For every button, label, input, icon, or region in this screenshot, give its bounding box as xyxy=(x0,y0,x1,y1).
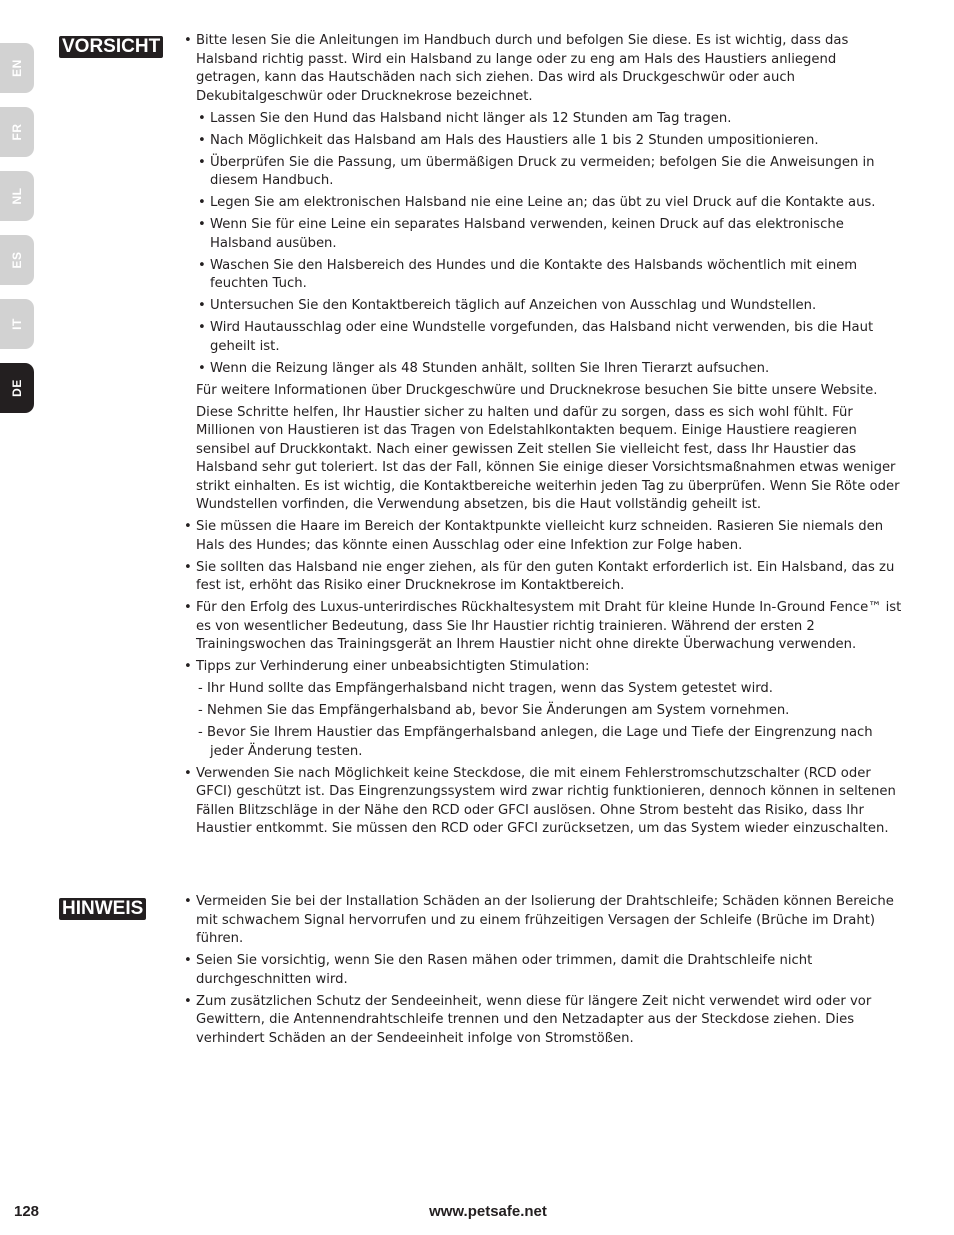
caution-paragraph: • Tipps zur Verhinderung einer unbeabsichtigten Stimulation: xyxy=(184,659,590,674)
page-number: 128 xyxy=(14,1203,40,1220)
language-tab-label: ES xyxy=(10,251,24,269)
language-tab-es xyxy=(0,235,34,285)
caution-paragraph: • Untersuchen Sie den Kontaktbereich täglich auf Anzeichen von Ausschlag und Wundstellen. xyxy=(198,298,817,313)
caution-label: VORSICHT xyxy=(59,36,163,58)
caution-paragraph: • Lassen Sie den Hund das Halsband nicht länger als 12 Stunden am Tag tragen. xyxy=(198,110,732,126)
caution-paragraph: • Überprüfen Sie die Passung, um übermäßigen Druck zu vermeiden; befolgen Sie die Anweisungen in diesem Handbuch. xyxy=(198,154,875,188)
caution-paragraph: - Nehmen Sie das Empfängerhalsband ab, bevor Sie Änderungen am System vornehmen. xyxy=(198,703,790,718)
caution-paragraph: • Waschen Sie den Halsbereich des Hundes und die Kontakte des Halsbands wöchentlich mit einem feuchten Tuch. xyxy=(198,257,858,291)
caution-paragraph: • Sie müssen die Haare im Bereich der Kontaktpunkte vielleicht kurz schneiden. Rasieren Sie niemals den Hals des Hundes; das könnte einen Ausschlag oder eine Infektion zur Folge haben. xyxy=(184,519,884,553)
caution-paragraph: • Wenn die Reizung länger als 48 Stunden anhält, sollten Sie Ihren Tierarzt aufsuchen. xyxy=(198,360,770,376)
footer-url: www.petsafe.net xyxy=(429,1203,547,1220)
caution-paragraph: Für weitere Informationen über Druckgeschwüre und Drucknekrose besuchen Sie bitte unsere Website. xyxy=(196,382,878,398)
notice-section xyxy=(184,893,904,1052)
caution-paragraph: • Wenn Sie für eine Leine ein separates Halsband verwenden, keinen Druck auf das elektronische Halsband ausüben. xyxy=(198,217,844,251)
caution-paragraph: - Bevor Sie Ihrem Haustier das Empfängerhalsband anlegen, die Lage und Tiefe der Eingrenzung nach jeder Änderung testen. xyxy=(198,725,873,759)
caution-paragraph: • Nach Möglichkeit das Halsband am Hals des Haustiers alle 1 bis 2 Stunden umpositionieren. xyxy=(198,132,819,148)
caution-paragraph: • Legen Sie am elektronischen Halsband nie eine Leine an; das übt zu viel Druck auf die Kontakte aus. xyxy=(198,195,876,210)
caution-paragraph: • Wird Hautausschlag oder eine Wundstelle vorgefunden, das Halsband nicht verwenden, bis die Haut geheilt ist. xyxy=(198,320,874,354)
caution-paragraph: • Sie sollten das Halsband nie enger ziehen, als für den guten Kontakt erforderlich ist. Ein Halsband, das zu fest ist, erhöht das Risiko einer Drucknekrose im Kontaktbereich. xyxy=(184,559,895,593)
caution-paragraph: Diese Schritte helfen, Ihr Haustier sicher zu halten und dafür zu sorgen, dass es sich wohl fühlt. Für Millionen von Haustieren ist das Tragen von Edelstahlkontakten bequem. Einige Haustiere reagieren sensibel auf Druckkontakt. Nach einer gewissen Zeit stellen Sie vielleicht fest, dass Ihr Haustier das Halsband sehr gut toleriert. Ist das der Fall, können Sie einige dieser Vorsichtsmaßnahmen etwas weniger strikt einhalten. Es ist wichtig, die Kontaktbereiche weiterhin jeden Tag zu überprüfen. Wenn Sie Röte oder Wundstellen vorfinden, die Verwendung absetzen, bis die Haut vollständig geheilt ist. xyxy=(196,404,900,512)
notice-paragraph: • Seien Sie vorsichtig, wenn Sie den Rasen mähen oder trimmen, damit die Drahtschleife nicht durchgeschnitten wird. xyxy=(184,953,813,987)
language-tabs xyxy=(0,43,34,427)
language-tab-label: DE xyxy=(10,379,24,397)
language-tab-de-active xyxy=(0,363,34,413)
language-tab-label: NL xyxy=(10,187,24,205)
language-tab-it xyxy=(0,299,34,349)
notice-paragraph: • Zum zusätzlichen Schutz der Sendeeinheit, wenn diese für längere Zeit nicht verwendet wird oder vor Gewittern, die Antennendrahtschleife trennen und den Netzadapter aus der Steckdose ziehen. Dies verhindert Schäden an der Sendeeinheit infolge von Stromstößen. xyxy=(184,993,872,1046)
caution-paragraph: • Bitte lesen Sie die Anleitungen im Handbuch durch und befolgen Sie diese. Es ist wichtig, dass das Halsband richtig passt. Wird ein Halsband zu lange oder zu eng am Hals des Haustiers anliegend getragen, kann das Hautschäden nach sich ziehen. Das wird als Druckgeschwür oder auch Dekubitalgeschwür oder Drucknekrose bezeichnet. xyxy=(184,33,849,104)
language-tab-nl xyxy=(0,171,34,221)
language-tab-label: FR xyxy=(10,123,24,141)
caution-paragraph: • Verwenden Sie nach Möglichkeit keine Steckdose, die mit einem Fehlerstromschutzschalter (RCD oder GFCI) geschützt ist. Das Eingrenzungssystem wird zwar richtig funktionieren, dennoch können in seltenen Fällen Blitzschläge in der Nähe den RCD oder GFCI auslösen. Ohne Strom besteht das Risiko, dass Ihr Haustier entkommt. Sie müssen den RCD oder GFCI zurücksetzen, um das System wieder einzuschalten. xyxy=(184,765,896,836)
notice-paragraph: • Vermeiden Sie bei der Installation Schäden an der Isolierung der Drahtschleife; Schäden können Bereiche mit schwachem Signal hervorrufen und zu einem frühzeitigen Versagen der Schleife (Brüche im Draht) führen. xyxy=(184,894,894,946)
caution-paragraph: - Ihr Hund sollte das Empfängerhalsband nicht tragen, wenn das System getestet wird. xyxy=(198,681,773,696)
language-tab-fr xyxy=(0,107,34,157)
language-tab-label: IT xyxy=(10,318,24,330)
caution-paragraph: • Für den Erfolg des Luxus-unterirdisches Rückhaltesystem mit Draht für kleine Hunde In-Ground Fence™ ist es von wesentlicher Bedeutung, dass Sie Ihr Haustier richtig trainieren. Während der ersten 2 Trainingswochen das Trainingsgerät an Ihrem Haustier nicht ohne direkte Überwachung verwenden. xyxy=(184,600,902,652)
caution-section xyxy=(184,32,904,842)
language-tab-en xyxy=(0,43,34,93)
language-tab-label: EN xyxy=(10,59,24,77)
notice-label: HINWEIS xyxy=(59,898,146,920)
